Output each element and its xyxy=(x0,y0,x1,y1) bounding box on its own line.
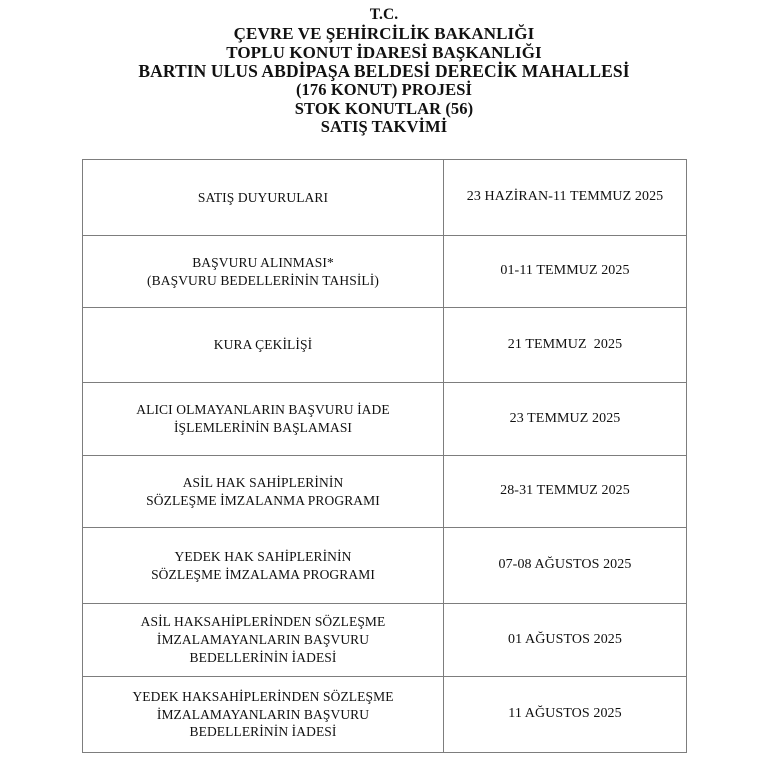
schedule-date-cell xyxy=(444,604,687,677)
header-line-ministry: ÇEVRE VE ŞEHİRCİLİK BAKANLIĞI xyxy=(233,23,535,43)
schedule-stage-cell xyxy=(83,456,444,528)
schedule-stage-line: SATIŞ DUYURULARI xyxy=(197,189,329,205)
schedule-stage-line: İMZALAMAYANLARIN BAŞVURU xyxy=(156,632,370,648)
schedule-stage-line: SÖZLEŞME İMZALAMA PROGRAMI xyxy=(151,566,375,582)
table-row xyxy=(83,677,687,753)
schedule-date-cell xyxy=(444,456,687,528)
table-row xyxy=(83,456,687,528)
header-line-stock: STOK KONUTLAR (56) xyxy=(294,98,474,118)
schedule-date-cell xyxy=(444,308,687,383)
schedule-stage-cell xyxy=(83,308,444,383)
schedule-stage-line: İŞLEMLERİNİN BAŞLAMASI xyxy=(173,420,353,435)
schedule-stage-line: YEDEK HAK SAHİPLERİNİN xyxy=(174,548,352,564)
document-header xyxy=(0,0,768,136)
header-line-location: BARTIN ULUS ABDİPAŞA BELDESİ DERECİK MAHALLESİ xyxy=(138,60,630,81)
schedule-stage-line: YEDEK HAKSAHİPLERİNDEN SÖZLEŞME xyxy=(132,688,394,704)
schedule-date-cell xyxy=(444,677,687,753)
schedule-date-line: 07-08 AĞUSTOS 2025 xyxy=(498,557,632,573)
schedule-table-body xyxy=(83,160,687,753)
header-line-tc: T.C. xyxy=(369,6,399,23)
schedule-stage-line: BEDELLERİNİN İADESİ xyxy=(189,649,337,665)
schedule-stage-line: SÖZLEŞME İMZALANMA PROGRAMI xyxy=(146,492,380,508)
header-line-title: SATIŞ TAKVİMİ xyxy=(320,117,448,136)
schedule-stage-cell xyxy=(83,677,444,753)
table-row xyxy=(83,528,687,604)
schedule-date-line: 23 TEMMUZ 2025 xyxy=(509,410,621,426)
schedule-stage-cell xyxy=(83,604,444,677)
sales-schedule-table xyxy=(82,159,687,753)
schedule-stage-cell xyxy=(83,236,444,308)
schedule-date-line: 21 TEMMUZ 2025 xyxy=(507,336,623,352)
schedule-stage-line: KURA ÇEKİLİŞİ xyxy=(213,337,313,353)
schedule-stage-cell xyxy=(83,528,444,604)
table-row xyxy=(83,604,687,677)
schedule-date-cell xyxy=(444,236,687,308)
schedule-stage-line: BEDELLERİNİN İADESİ xyxy=(189,724,337,740)
schedule-date-line: 11 AĞUSTOS 2025 xyxy=(508,706,622,722)
table-row xyxy=(83,160,687,236)
schedule-date-cell xyxy=(444,160,687,236)
schedule-table-wrapper xyxy=(82,159,686,753)
header-line-project: (176 KONUT) PROJESİ xyxy=(295,80,473,99)
table-row xyxy=(83,236,687,308)
header-line-agency: TOPLU KONUT İDARESİ BAŞKANLIĞI xyxy=(226,42,542,62)
schedule-stage-line: BAŞVURU ALINMASI* xyxy=(192,254,334,270)
schedule-stage-line: ASİL HAKSAHİPLERİNDEN SÖZLEŞME xyxy=(140,614,386,630)
schedule-date-line: 01-11 TEMMUZ 2025 xyxy=(500,263,630,279)
schedule-stage-line: ASİL HAK SAHİPLERİNİN xyxy=(182,474,344,490)
schedule-date-cell xyxy=(444,528,687,604)
schedule-stage-line: (BAŞVURU BEDELLERİNİN TAHSİLİ) xyxy=(147,272,379,288)
schedule-stage-line: ALICI OLMAYANLARIN BAŞVURU İADE xyxy=(136,402,390,418)
schedule-date-cell xyxy=(444,383,687,456)
table-row xyxy=(83,308,687,383)
schedule-stage-cell xyxy=(83,383,444,456)
schedule-stage-cell xyxy=(83,160,444,236)
schedule-date-line: 28-31 TEMMUZ 2025 xyxy=(500,483,630,499)
schedule-stage-line: İMZALAMAYANLARIN BAŞVURU xyxy=(156,706,370,722)
schedule-date-line: 23 HAZİRAN-11 TEMMUZ 2025 xyxy=(466,189,664,205)
schedule-date-line: 01 AĞUSTOS 2025 xyxy=(507,631,623,647)
table-row xyxy=(83,383,687,456)
